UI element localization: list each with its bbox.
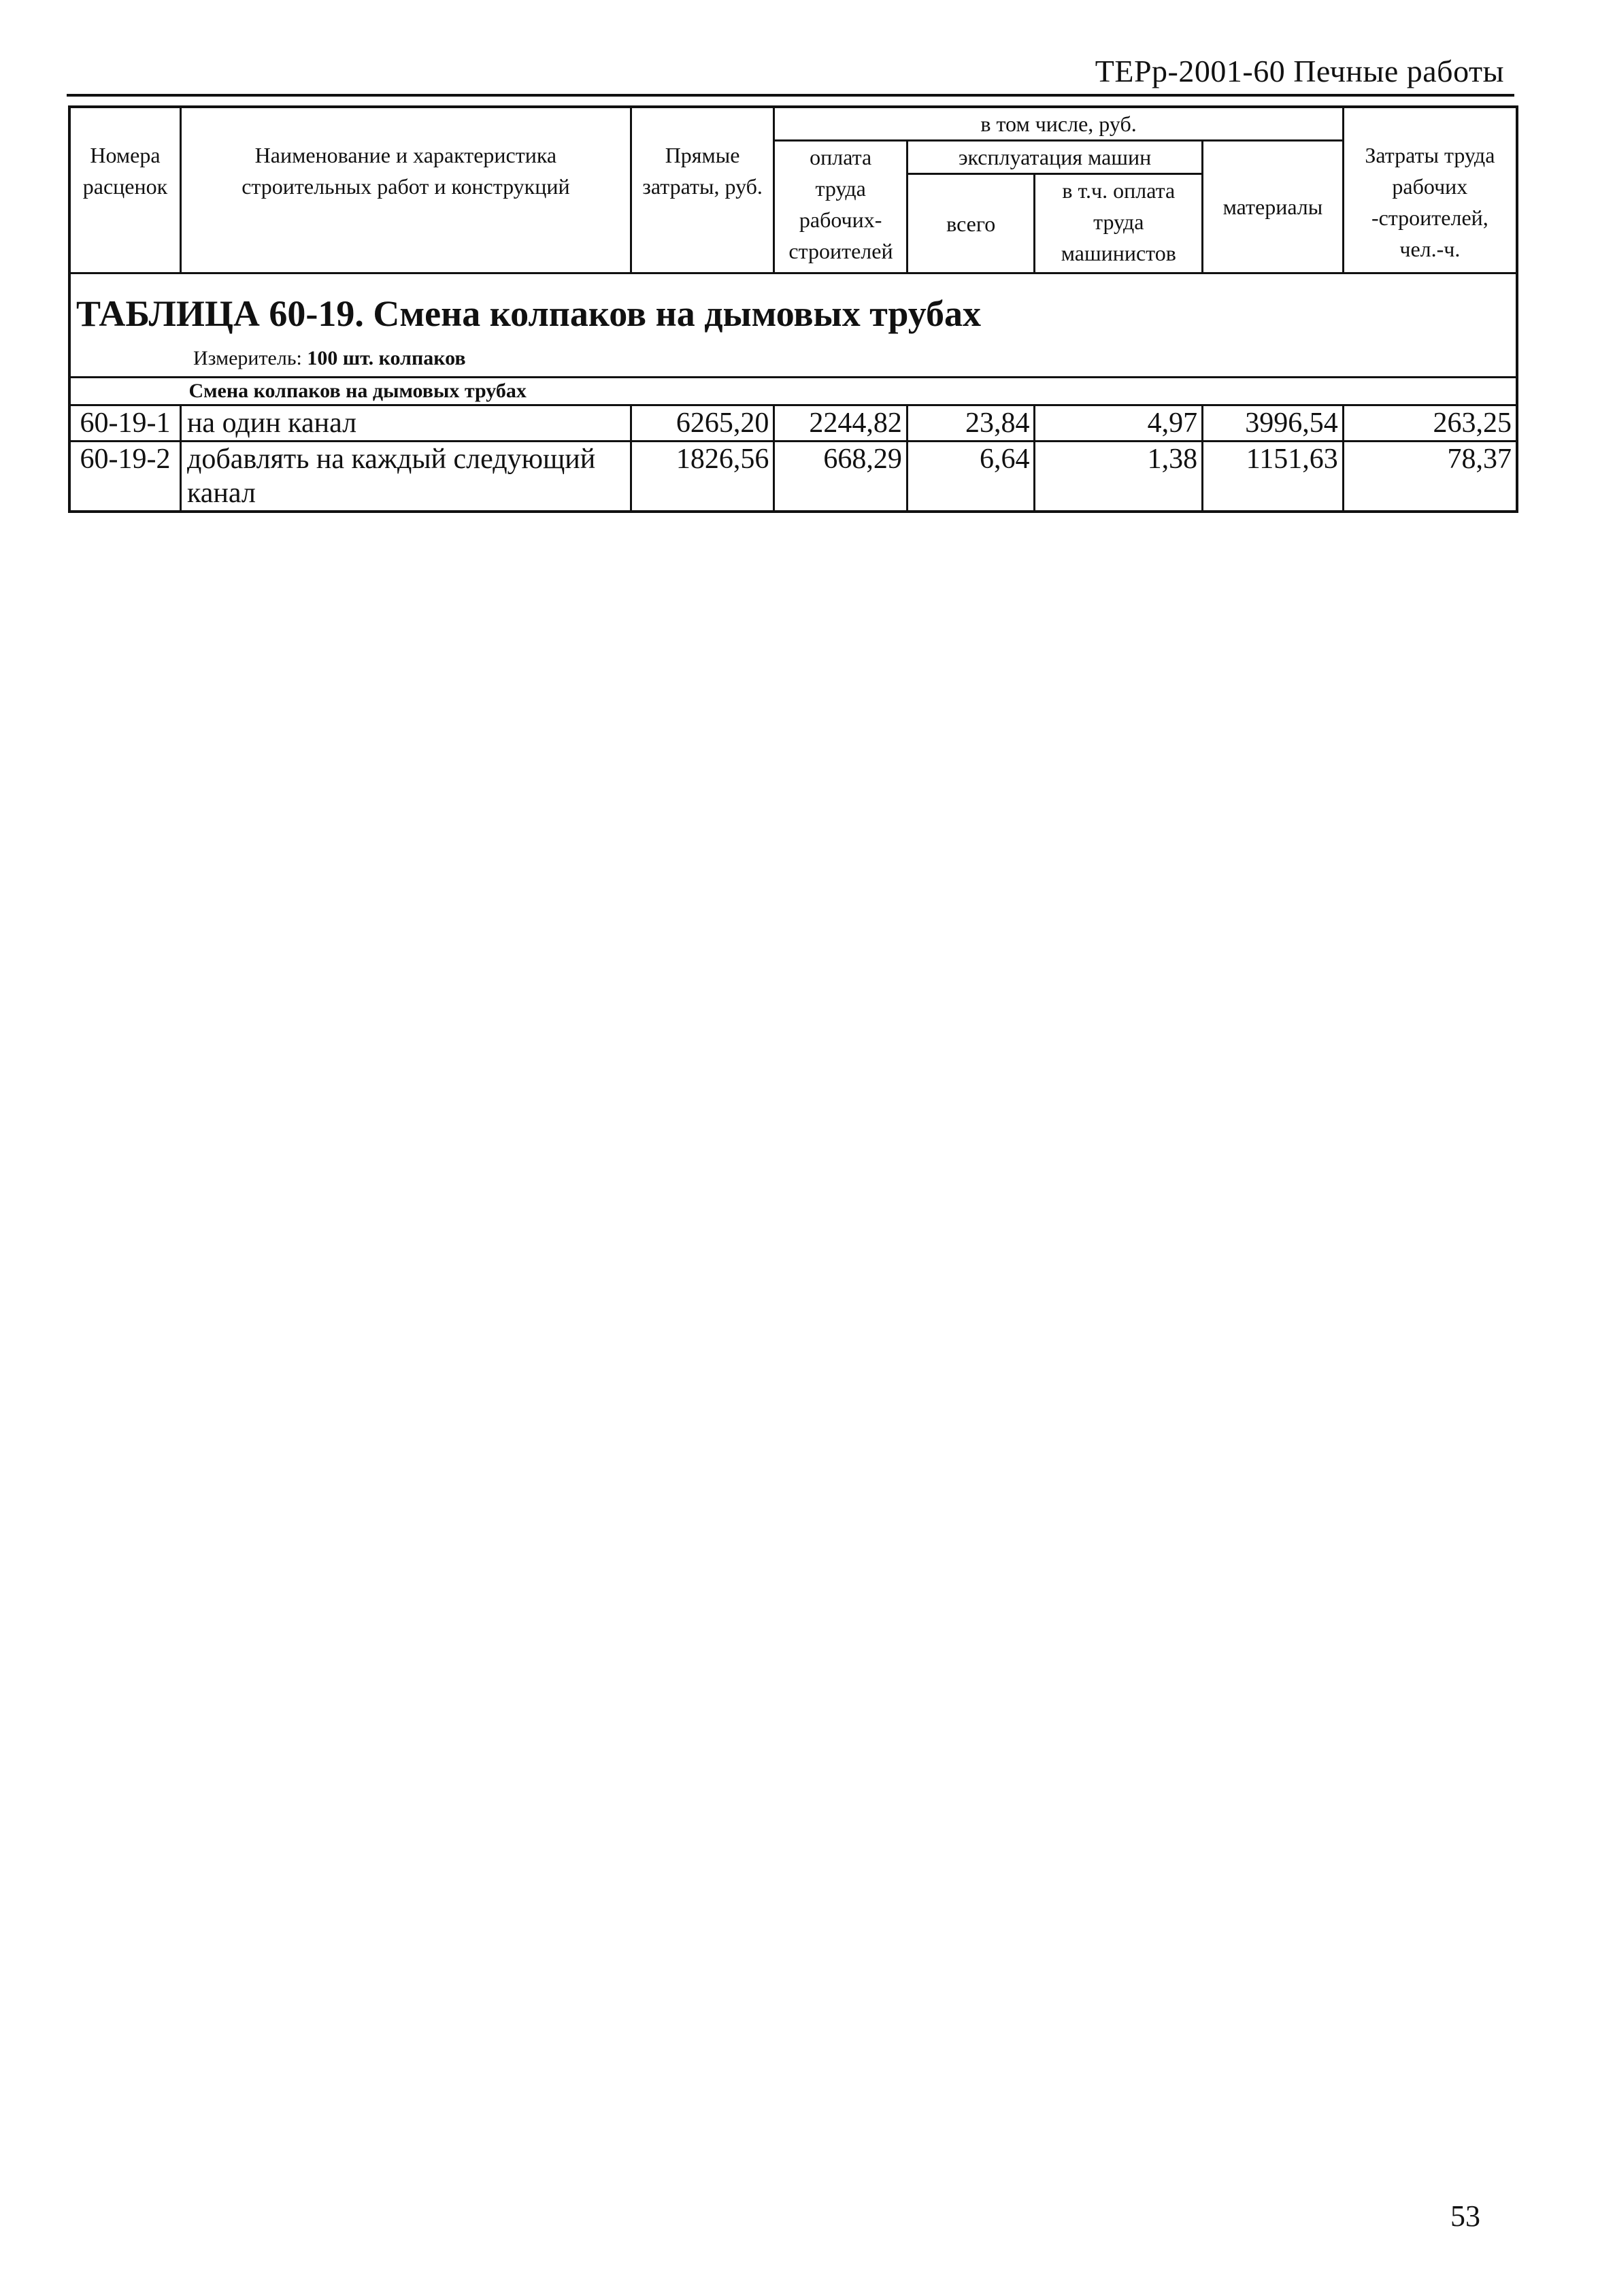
row-materials: 3996,54	[1203, 405, 1344, 442]
row-machine-total: 23,84	[907, 405, 1035, 442]
row-direct-costs: 6265,20	[631, 405, 774, 442]
row-machine-total: 6,64	[907, 442, 1035, 512]
header-labor-costs: Затраты труда рабочих -строителей, чел.-ч.	[1343, 107, 1517, 273]
page-number: 53	[1450, 2199, 1480, 2233]
row-materials: 1151,63	[1203, 442, 1344, 512]
section-spacer	[69, 378, 180, 405]
table-title: ТАБЛИЦА 60-19. Смена колпаков на дымовых трубах	[76, 293, 982, 334]
rate-table	[68, 105, 1518, 513]
row-machinist-pay: 1,38	[1035, 442, 1203, 512]
header-code: Номера расценок	[69, 107, 180, 273]
header-machine-total: всего	[907, 174, 1035, 273]
header-including-group: в том числе, руб.	[774, 107, 1343, 141]
header-machinist-pay: в т.ч. оплата труда машинистов	[1035, 174, 1203, 273]
row-direct-costs: 1826,56	[631, 442, 774, 512]
row-labor-costs: 263,25	[1343, 405, 1517, 442]
row-code: 60-19-1	[69, 405, 180, 442]
row-code: 60-19-2	[69, 442, 180, 512]
row-machinist-pay: 4,97	[1035, 405, 1203, 442]
meter-label: Измеритель:	[193, 347, 302, 369]
header-name: Наименование и характеристика строительных работ и конструкций	[180, 107, 631, 273]
row-worker-pay: 2244,82	[774, 405, 908, 442]
row-labor-costs: 78,37	[1343, 442, 1517, 512]
header-materials: материалы	[1203, 141, 1344, 273]
table-row	[69, 442, 1517, 512]
section-heading: Смена колпаков на дымовых трубах	[180, 378, 1517, 405]
header-machine-operation: эксплуатация машин	[907, 141, 1202, 174]
row-worker-pay: 668,29	[774, 442, 908, 512]
table-title-block	[69, 273, 1517, 378]
meter-value: 100 шт. колпаков	[307, 347, 466, 369]
row-name: добавлять на каждый следующий канал	[180, 442, 631, 512]
meter-line	[71, 335, 1516, 372]
running-header: ТЕРр-2001-60 Печные работы	[1095, 54, 1504, 88]
table-row	[69, 405, 1517, 442]
header-direct-costs: Прямые затраты, руб.	[631, 107, 774, 273]
row-name: на один канал	[180, 405, 631, 442]
header-worker-pay: оплата труда рабочих-строителей	[774, 141, 908, 273]
header-rule	[67, 94, 1514, 97]
